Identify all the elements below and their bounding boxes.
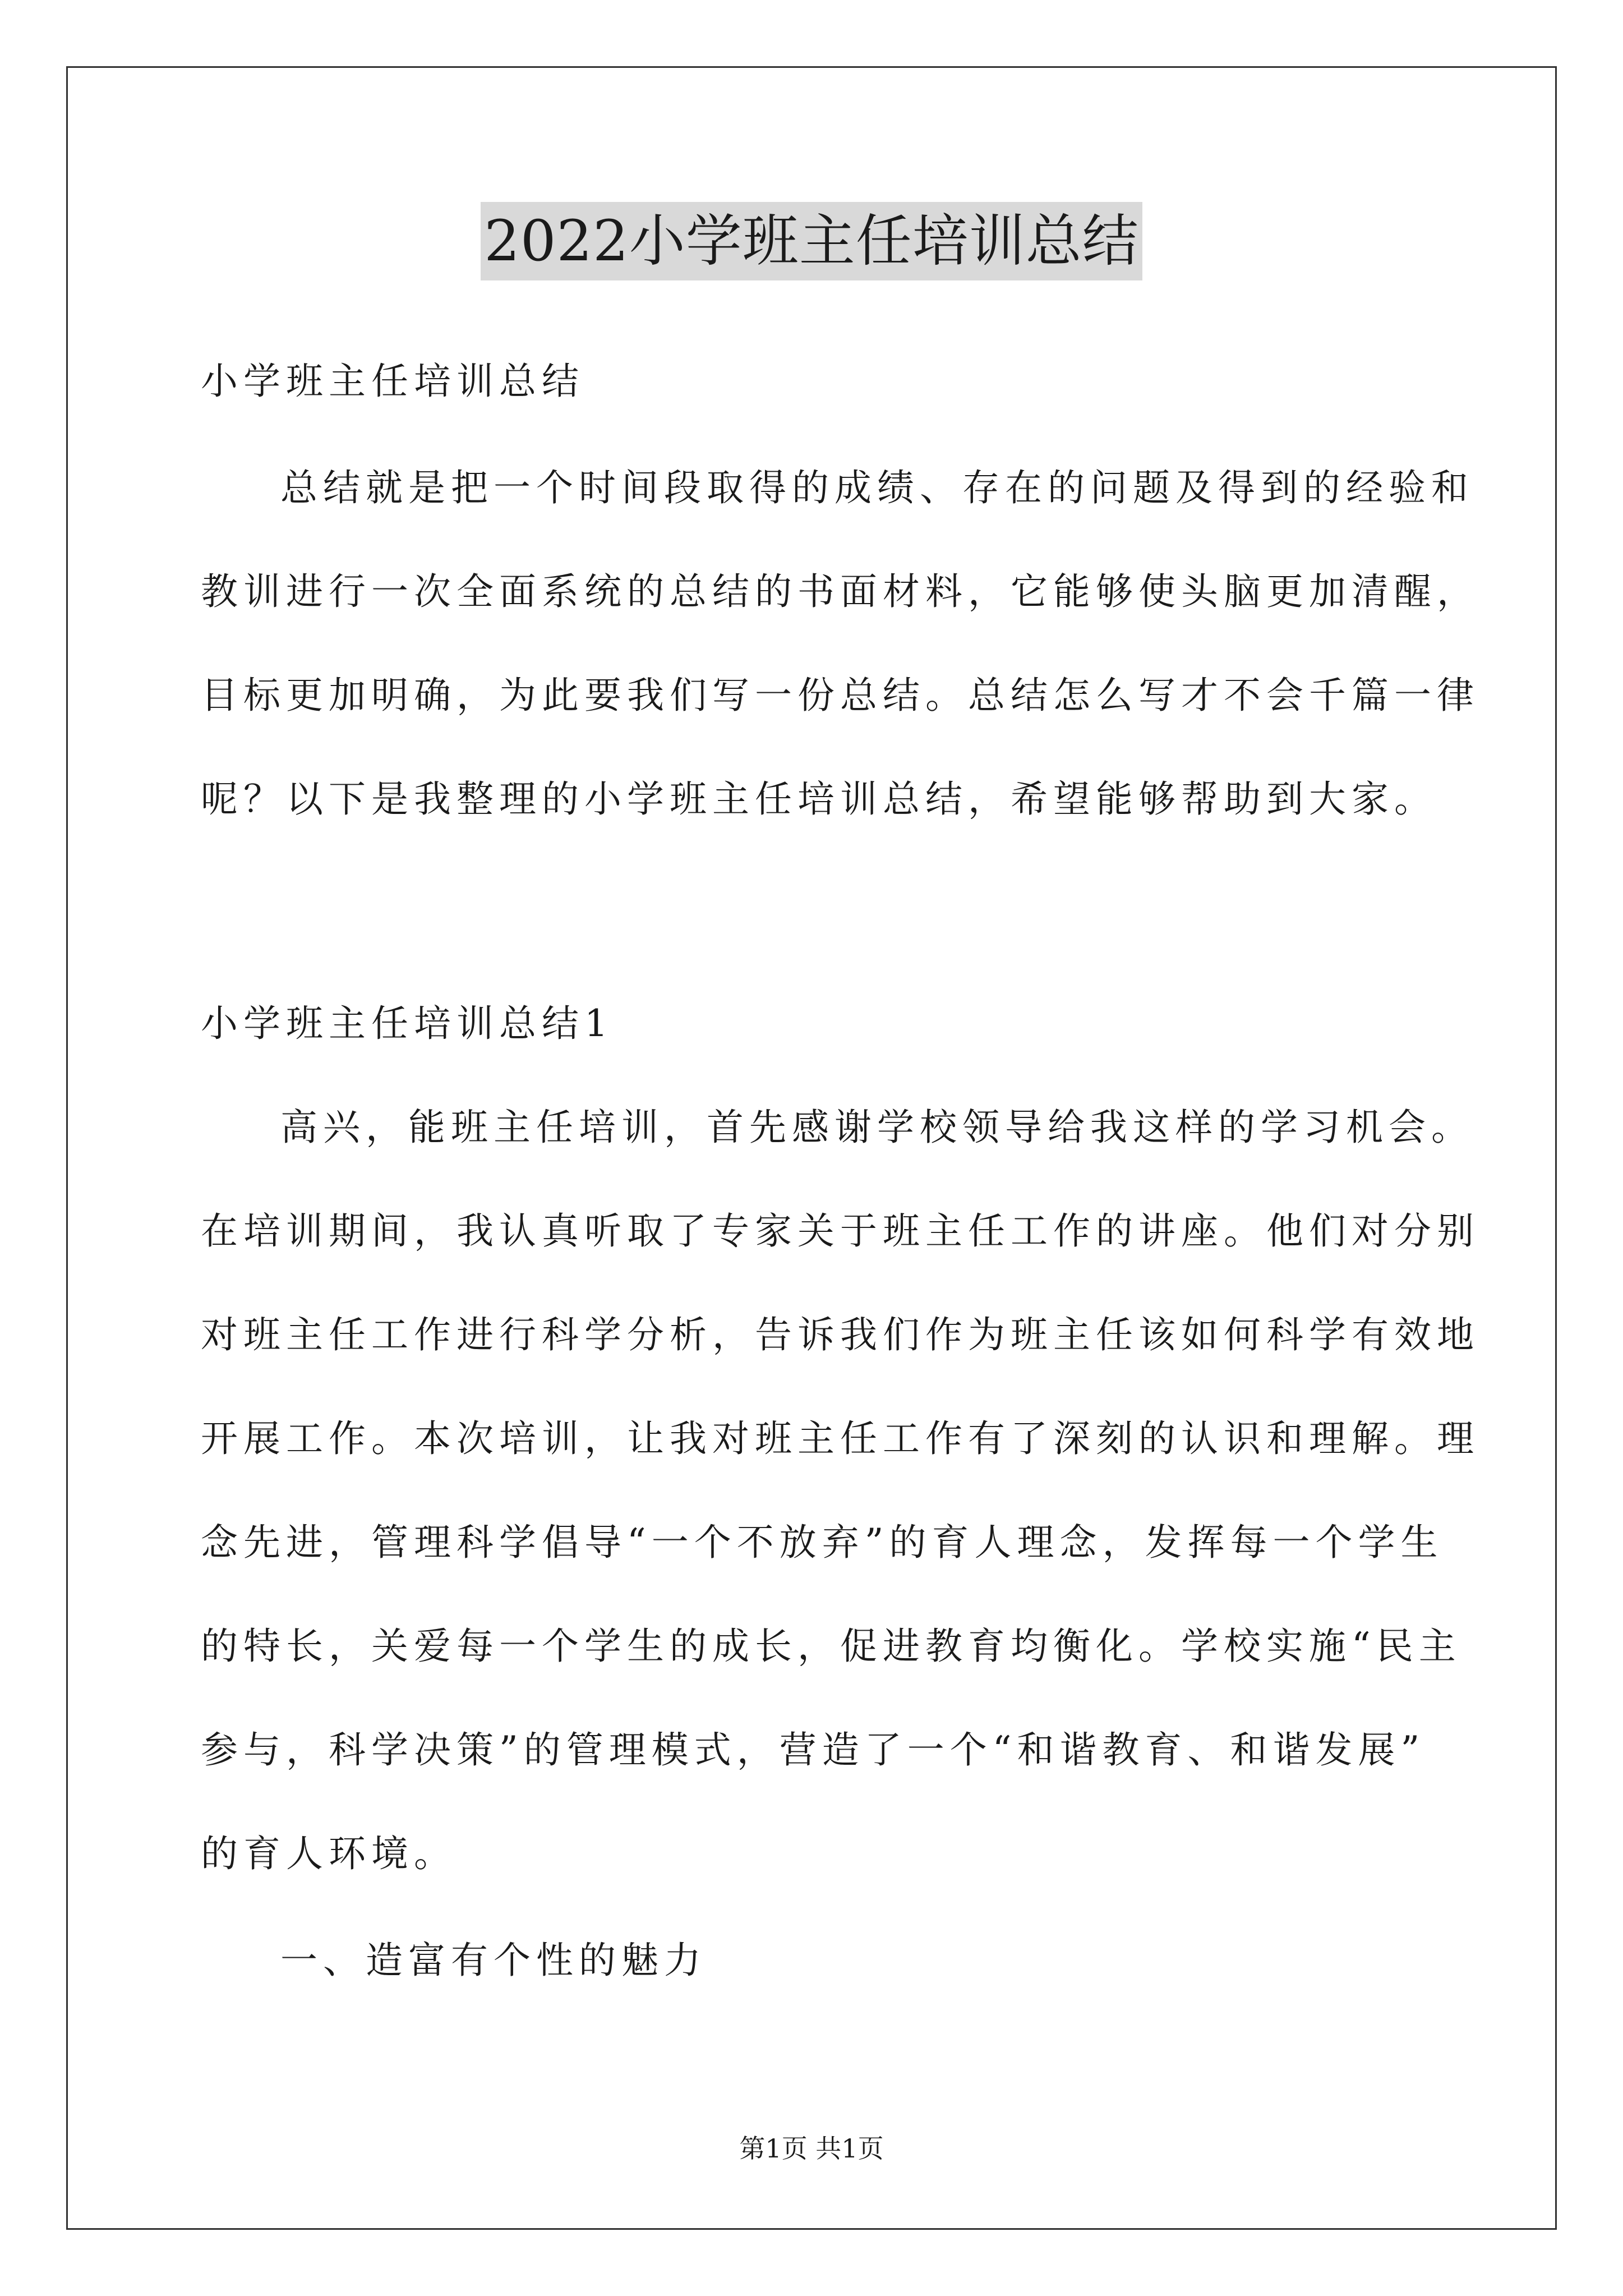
document-subtitle: 小学班主任培训总结	[201, 360, 584, 403]
body-line: 高兴，能班主任培训，首先感谢学校领导给我这样的学习机会。	[280, 1106, 1474, 1149]
body-line: 开展工作。本次培训，让我对班主任工作有了深刻的认识和理解。理	[201, 1417, 1479, 1460]
body-line: 的特长，关爱每一个学生的成长，促进教育均衡化。学校实施“民主	[201, 1625, 1461, 1668]
body-line: 对班主任工作进行科学分析，告诉我们作为班主任该如何科学有效地	[201, 1313, 1479, 1356]
document-title: 2022小学班主任培训总结	[481, 202, 1142, 280]
intro-line: 教训进行一次全面系统的总结的书面材料，它能够使头脑更加清醒，	[201, 570, 1479, 613]
intro-line: 总结就是把一个时间段取得的成绩、存在的问题及得到的经验和	[280, 466, 1474, 509]
intro-line: 呢？以下是我整理的小学班主任培训总结，希望能够帮助到大家。	[201, 777, 1437, 821]
subheading: 一、造富有个性的魅力	[280, 1939, 707, 1982]
body-line: 念先进，管理科学倡导“一个不放弃”的育人理念，发挥每一个学生	[201, 1521, 1444, 1564]
body-line: 参与，科学决策”的管理模式，营造了一个“和谐教育、和谐发展”	[201, 1728, 1426, 1772]
body-line: 的育人环境。	[201, 1832, 457, 1875]
body-line: 在培训期间，我认真听取了专家关于班主任工作的讲座。他们对分别	[201, 1209, 1479, 1253]
intro-line: 目标更加明确，为此要我们写一份总结。总结怎么写才不会千篇一律	[201, 674, 1479, 717]
section-heading: 小学班主任培训总结1	[201, 1002, 614, 1045]
title-container	[0, 202, 1623, 280]
page-footer: 第1页 共1页	[739, 2133, 884, 2164]
